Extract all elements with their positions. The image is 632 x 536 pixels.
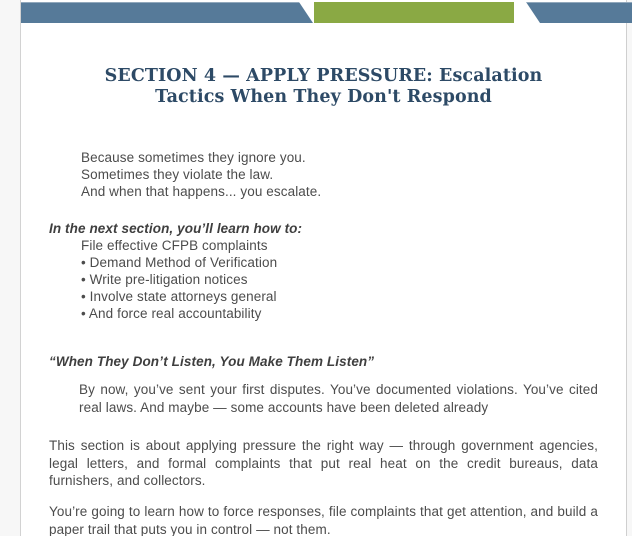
- section-ribbon-banner: [21, 2, 632, 23]
- learn-item-list: [81, 237, 598, 322]
- intro-line: And when that happens... you escalate.: [81, 184, 322, 199]
- learn-heading: In the next section, you’ll learn how to:: [49, 221, 303, 236]
- paragraph-by-now: By now, you’ve sent your first disputes. You’ve documented violations. You’ve cited real laws. And maybe — some accounts have been deleted already: [79, 382, 598, 415]
- section-title: [89, 66, 559, 108]
- page-content: [21, 66, 626, 536]
- paragraph-apply-pressure: This section is about applying pressure the right way — through government agencies, legal letters, and formal complaints that put real heat on the credit bureaus, data furnishers, and collectors.: [49, 438, 598, 488]
- intro-lines: [81, 149, 598, 200]
- document-page: [20, 0, 627, 536]
- ribbon-left-blue-segment: [21, 2, 313, 23]
- ribbon-center-green-segment: [314, 2, 514, 23]
- section-title-line-1: SECTION 4 — APPLY PRESSURE: Escalation: [104, 66, 543, 86]
- learn-item: • And force real accountability: [81, 306, 262, 321]
- learn-item: • Write pre-litigation notices: [81, 272, 248, 287]
- learn-item: File effective CFPB complaints: [81, 238, 268, 253]
- intro-line: Sometimes they violate the law.: [81, 167, 274, 182]
- intro-line: Because sometimes they ignore you.: [81, 150, 306, 165]
- section-title-line-2: Tactics When They Don't Respond: [155, 87, 492, 107]
- learn-item: • Demand Method of Verification: [81, 255, 278, 270]
- ribbon-right-blue-segment: [526, 2, 632, 23]
- quote-heading: “When They Don’t Listen, You Make Them Listen”: [49, 354, 375, 369]
- learn-item: • Involve state attorneys general: [81, 289, 277, 304]
- paragraph-in-control: You’re going to learn how to force responses, file complaints that get attention, and build a paper trail that puts you in control — not them.: [49, 504, 598, 536]
